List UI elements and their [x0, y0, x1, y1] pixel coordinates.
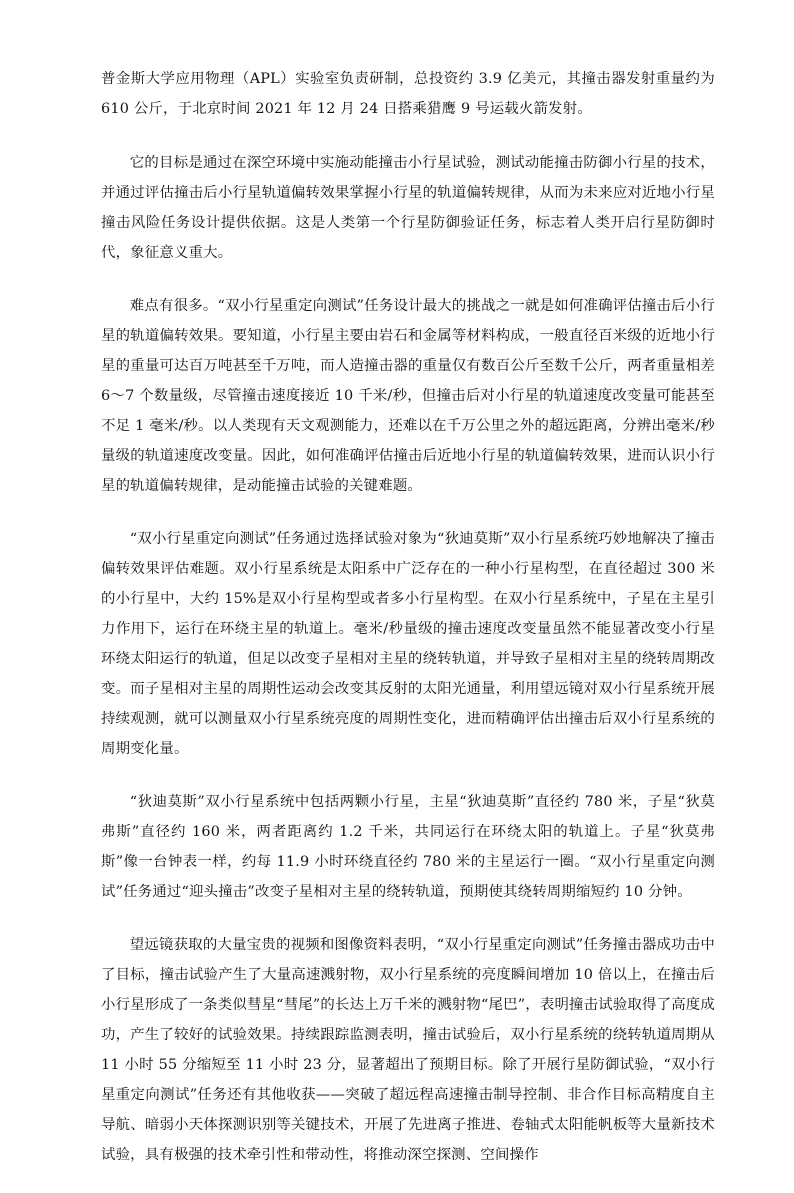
- paragraph-3: 难点有很多。“双小行星重定向测试”任务设计最大的挑战之一就是如何准确评估撞击后小行星的轨道偏转效果。要知道，小行星主要由岩石和金属等材料构成，一般直径百米级的近地小行星的重量可达百万吨甚至千万吨，而人造撞击器的重量仅有数百公斤至数千公斤，两者重量相差 6～7 个数量级，尽管撞击速度接近 10 千米/秒，但撞击后对小行星的轨道速度改变量可能甚至不足 1 毫米/秒。以人类现有天文观测能力，还难以在千万公里之外的超远距离，分辨出毫米/秒量级的轨道速度改变量。因此，如何准确评估撞击后近地小行星的轨道偏转效果，进而认识小行星的轨道偏转规律，是动能撞击试验的关键难题。: [101, 298, 715, 494]
- paragraph-6: 望远镜获取的大量宝贵的视频和图像资料表明，“双小行星重定向测试”任务撞击器成功击中了目标，撞击试验产生了大量高速溅射物，双小行星系统的亮度瞬间增加 10 倍以上，在撞击后小行星形成了一条类似彗星“彗尾”的长达上万千米的溅射物“尾巴”，表明撞击试验取得了高度成功，产生了较好的试验效果。持续跟踪监测表明，撞击试验后，双小行星系统的绕转轨道周期从 11 小时 55 分缩短至 11 小时 23 分，显著超出了预期目标。除了开展行星防御试验，“双小行星重定向测试”任务还有其他收获——突破了超远程高速撞击制导控制、非合作目标高精度自主导航、暗弱小天体探测识别等关键技术，开展了先进离子推进、卷轴式太阳能帆板等大量新技术试验，具有极强的技术牵引性和带动性，将推动深空探测、空间操作: [101, 937, 715, 1163]
- paragraph-2: 它的目标是通过在深空环境中实施动能撞击小行星试验，测试动能撞击防御小行星的技术，并通过评估撞击后小行星轨道偏转效果掌握小行星的轨道偏转规律，从而为未来应对近地小行星撞击风险任务设计提供依据。这是人类第一个行星防御验证任务，标志着人类开启行星防御时代，象征意义重大。: [101, 155, 715, 261]
- paragraph-4: “双小行星重定向测试”任务通过选择试验对象为“狄迪莫斯”双小行星系统巧妙地解决了撞击偏转效果评估难题。双小行星系统是太阳系中广泛存在的一种小行星构型，在直径超过 300 米的小行星中，大约 15%是双小行星构型或者多小行星构型。在双小行星系统中，子星在主星引力作用下，运行在环绕主星的轨道上。毫米/秒量级的撞击速度改变量虽然不能显著改变小行星环绕太阳运行的轨道，但足以改变子星相对主星的绕转轨道，并导致子星相对主星的绕转周期改变。而子星相对主星的周期性运动会改变其反射的太阳光通量，利用望远镜对双小行星系统开展持续观测，就可以测量双小行星系统亮度的周期性变化，进而精确评估出撞击后双小行星系统的周期变化量。: [101, 531, 715, 757]
- paragraph-1: 普金斯大学应用物理（APL）实验室负责研制，总投资约 3.9 亿美元，其撞击器发射重量约为 610 公斤，于北京时间 2021 年 12 月 24 日搭乘猎鹰 9 号运载火箭发射。: [101, 71, 715, 117]
- document-body: [101, 64, 715, 1193]
- paragraph-5: “狄迪莫斯”双小行星系统中包括两颗小行星，主星“狄迪莫斯”直径约 780 米，子星“狄莫弗斯”直径约 160 米，两者距离约 1.2 千米，共同运行在环绕太阳的轨道上。子星“狄莫弗斯”像一台钟表一样，约每 11.9 小时环绕直径约 780 米的主星运行一圈。“双小行星重定向测试”任务通过“迎头撞击”改变子星相对主星的绕转轨道，预期使其绕转周期缩短约 10 分钟。: [101, 794, 715, 900]
